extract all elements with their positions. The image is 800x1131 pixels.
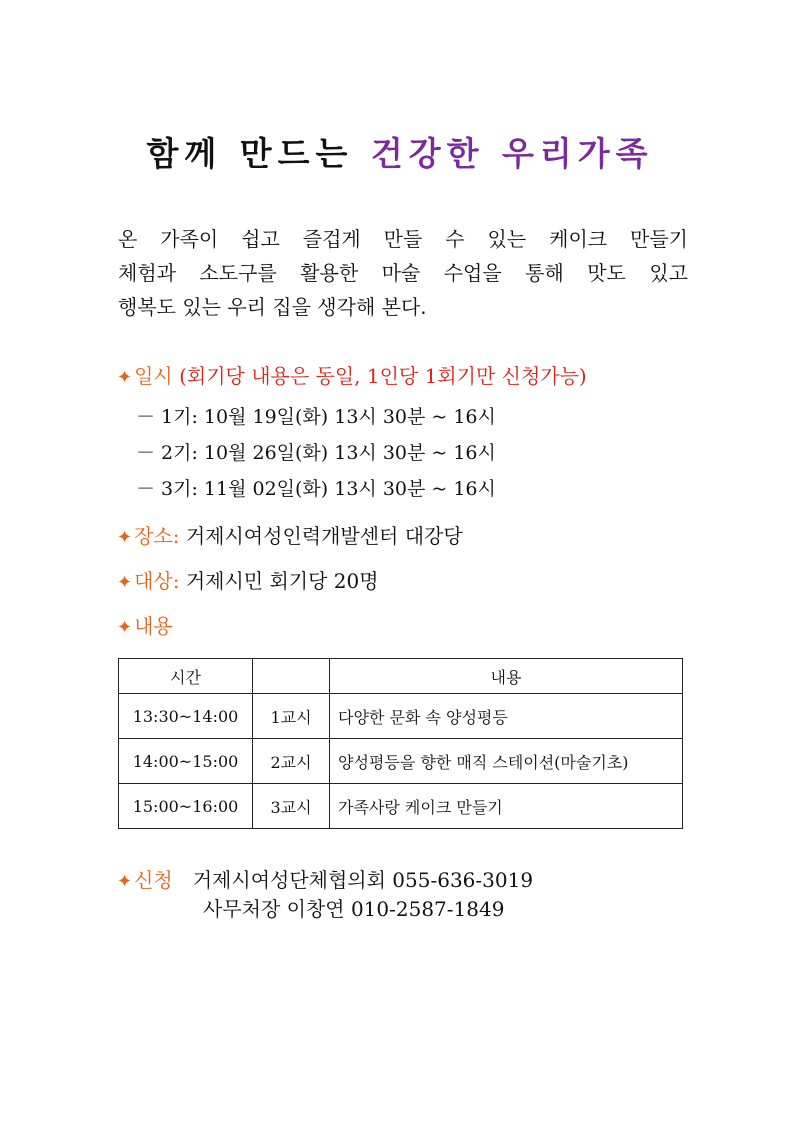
table-row (119, 739, 683, 784)
cell-period: 1교시 (253, 694, 330, 739)
venue-value: 거제시여성인력개발센터 대강당 (185, 524, 463, 548)
cell-period: 3교시 (253, 784, 330, 829)
title-part-2: 건강한 우리가족 (370, 134, 654, 173)
venue-label: 장소: (134, 524, 180, 548)
schedule-note: (회기당 내용은 동일, 1인당 1회기만 신청가능) (179, 364, 587, 388)
intro-line: 행복도 있는 우리 집을 생각해 본다. (118, 295, 427, 319)
table-header-row (119, 659, 683, 694)
schedule-item: － 2기: 10월 26일(화) 13시 30분 ~ 16시 (136, 442, 496, 464)
cell-content: 양성평등을 향한 매직 스테이션(마술기초) (330, 739, 683, 784)
apply-row (117, 864, 533, 893)
target-value: 거제시민 회기당 20명 (185, 569, 379, 593)
schedule-label: 일시 (134, 364, 173, 388)
star-bullet-icon: ✦ (117, 527, 133, 548)
header-time: 시간 (119, 659, 253, 694)
star-bullet-icon: ✦ (117, 572, 133, 593)
star-bullet-icon: ✦ (117, 367, 133, 388)
program-table (118, 658, 683, 829)
cell-content: 다양한 문화 속 양성평등 (330, 694, 683, 739)
intro-line: 온 가족이 쉽고 즐겁게 만들 수 있는 케이크 만들기 (118, 227, 688, 251)
table-row (119, 694, 683, 739)
cell-period: 2교시 (253, 739, 330, 784)
apply-label: 신청 (134, 868, 173, 892)
cell-content: 가족사랑 케이크 만들기 (330, 784, 683, 829)
intro-line: 체험과 소도구를 활용한 마술 수업을 통해 맛도 있고 (118, 261, 688, 285)
schedule-item: － 3기: 11월 02일(화) 13시 30분 ~ 16시 (136, 478, 496, 500)
schedule-heading (117, 360, 587, 389)
target-row (117, 565, 379, 594)
intro-paragraph (118, 222, 688, 324)
page-title (0, 128, 800, 175)
title-part-1: 함께 만드는 (146, 134, 354, 173)
table-row (119, 784, 683, 829)
apply-contact-1: 거제시여성단체협의회 055-636-3019 (192, 868, 534, 892)
header-content: 내용 (330, 659, 683, 694)
target-label: 대상: (134, 569, 180, 593)
star-bullet-icon: ✦ (117, 871, 133, 892)
cell-time: 15:00~16:00 (119, 784, 253, 829)
star-bullet-icon: ✦ (117, 617, 133, 638)
cell-time: 14:00~15:00 (119, 739, 253, 784)
venue-row (117, 520, 463, 549)
cell-time: 13:30~14:00 (119, 694, 253, 739)
header-period (253, 659, 330, 694)
schedule-item: － 1기: 10월 19일(화) 13시 30분 ~ 16시 (136, 406, 496, 428)
content-heading (117, 610, 173, 639)
content-label: 내용 (134, 614, 173, 638)
apply-contact-2: 사무처장 이창연 010-2587-1849 (203, 897, 505, 921)
